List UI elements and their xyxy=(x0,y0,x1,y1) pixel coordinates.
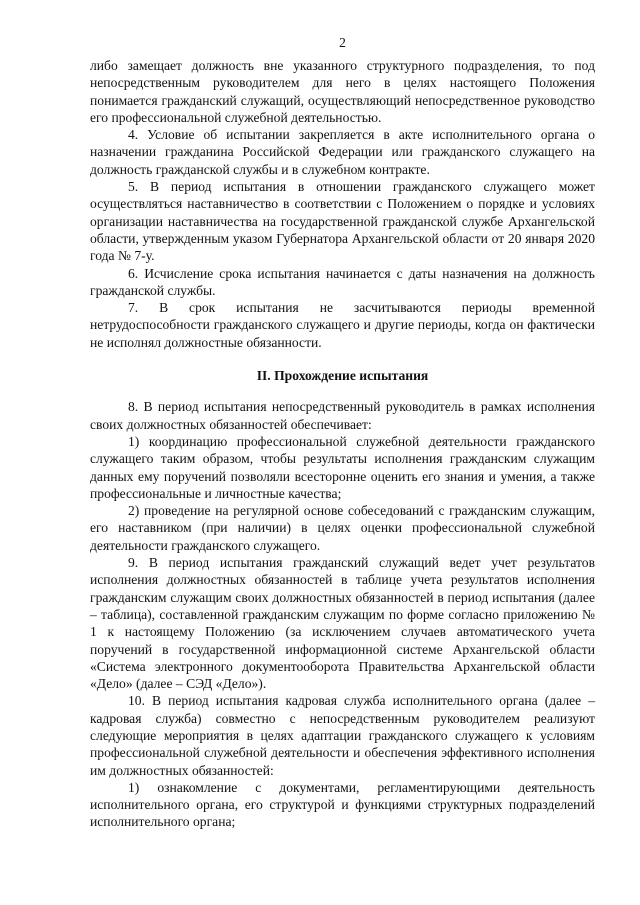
paragraph-8-item-2: 2) проведение на регулярной основе собеседований с гражданским служащим, его наставником (при наличии) в целях оценки профессиональной служебной деятельности гражданского служащего. xyxy=(90,503,595,553)
paragraph-4: 4. Условие об испытании закрепляется в акте исполнительного органа о назначении гражданина Российской Федерации или гражданского служащего на должность гражданской службы и в служебном контракте. xyxy=(90,127,595,177)
page-number: 2 xyxy=(339,35,346,50)
paragraph-9: 9. В период испытания гражданский служащий ведет учет результатов исполнения должностных обязанностей в таблице учета результатов исполнения гражданским служащим своих должностных обязанностей в период испытания (далее – таблица), составленной гражданским служащим по форме согласно приложению № 1 к настоящему Положению (за исключением случаев автоматического учета поручений в государственной информационной системе Архангельской области «Система электронного документооборота Правительства Архангельской области «Дело» (далее – СЭД «Дело»). xyxy=(90,555,595,692)
paragraph-6: 6. Исчисление срока испытания начинается с даты назначения на должность гражданской службы. xyxy=(90,265,595,298)
paragraph-7: 7. В срок испытания не засчитываются периоды временной нетрудоспособности гражданского служащего и другие периоды, когда он фактически не исполнял должностные обязанности. xyxy=(90,300,595,350)
paragraph-continuation: либо замещает должность вне указанного структурного подразделения, то под непосредственным руководителем для него в целях настоящего Положения понимается гражданский служащий, осуществляющий непосредственное руководство его профессиональной служебной деятельностью. xyxy=(90,58,595,125)
paragraph-5: 5. В период испытания в отношении гражданского служащего может осуществляться наставничество в соответствии с Положением о порядке и условиях организации наставничества на государственной гражданской службе Архангельской области, утвержденным указом Губернатора Архангельской области от 20 января 2020 года № 7-у. xyxy=(90,179,595,264)
paragraph-10: 10. В период испытания кадровая служба исполнительного органа (далее – кадровая служба) совместно с непосредственным руководителем реализуют следующие мероприятия в целях адаптации гражданского служащего к условиям профессиональной служебной деятельности и обеспечения эффективного исполнения им должностных обязанностей: xyxy=(90,693,595,778)
paragraph-10-item-1: 1) ознакомление с документами, регламентирующими деятельность исполнительного органа, его структурой и функциями структурных подразделений исполнительного органа; xyxy=(90,779,595,830)
section-heading: II. Прохождение испытания xyxy=(256,368,429,384)
paragraph-8: 8. В период испытания непосредственный руководитель в рамках исполнения своих должностных обязанностей обеспечивает: xyxy=(90,399,595,432)
paragraph-8-item-1: 1) координацию профессиональной служебной деятельности гражданского служащего таким образом, чтобы результаты исполнения гражданским служащим данных ему поручений позволяли всесторонне оценить его знания и умения, а также профессиональные и личностные качества; xyxy=(90,433,595,501)
